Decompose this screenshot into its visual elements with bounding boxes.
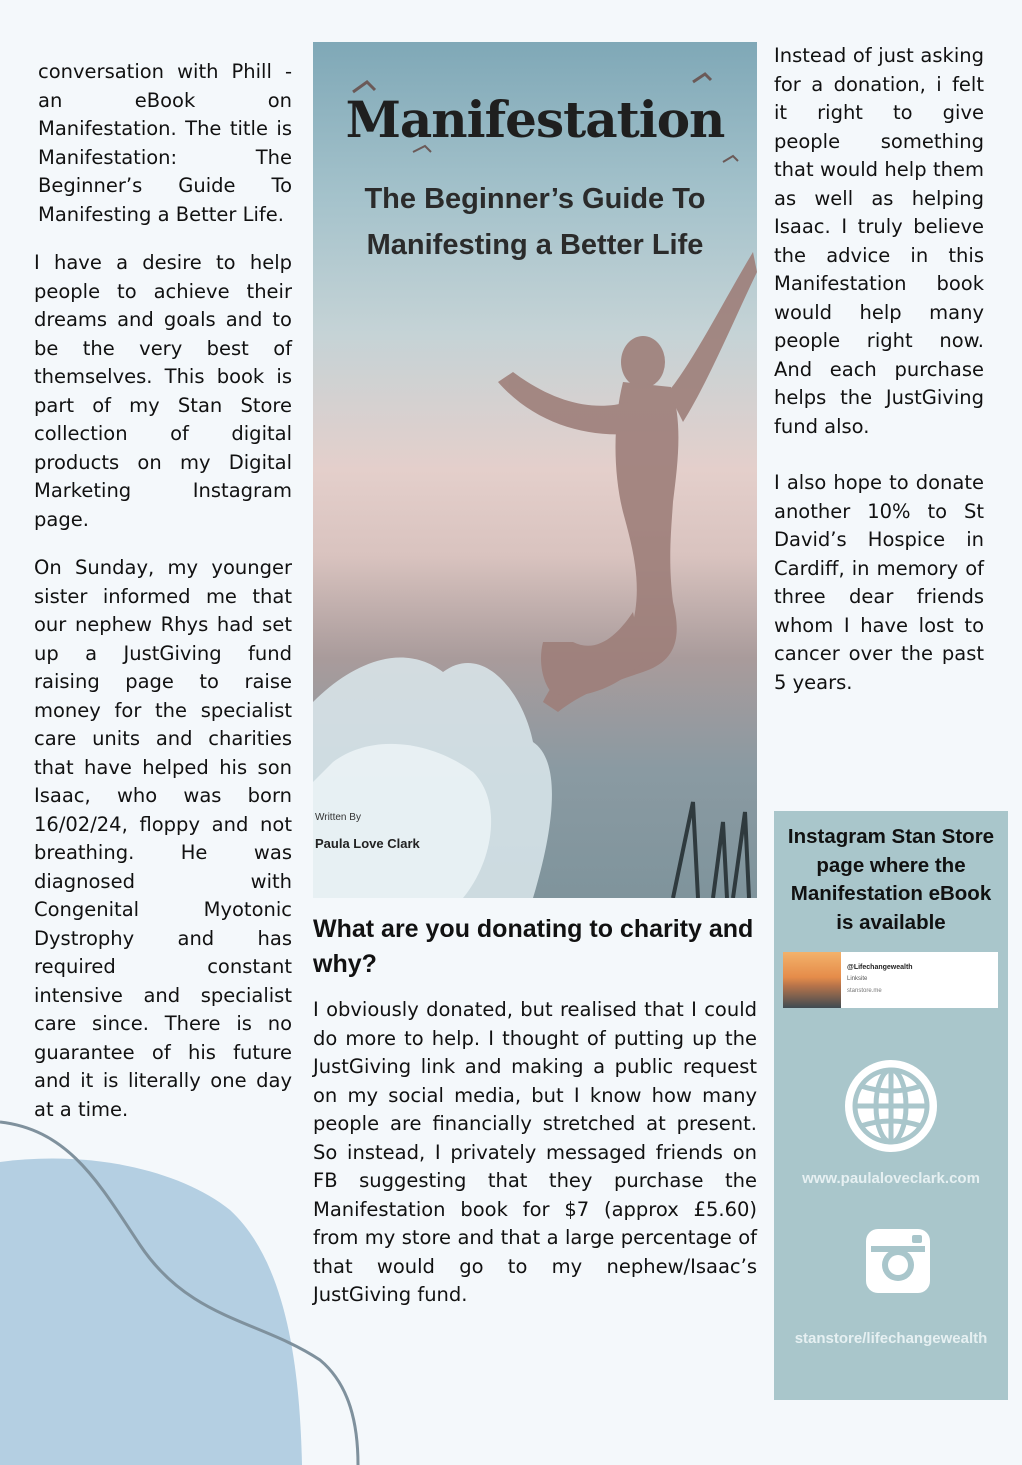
paragraph: I also hope to donate another 10% to St David’s Hospice in Cardiff, in memory of three dear friends whom I have lost to cancer over the past 5 years. — [774, 471, 984, 694]
cover-title: Manifestation — [345, 90, 725, 149]
book-cover-image — [313, 42, 757, 898]
paragraph: Instead of just asking for a donation, i felt it right to give people something that would help them as well as helping Isaac. I truly believe the advice in this Manifestation book would help many people right now. And each purchase helps the JustGiving fund also. — [774, 44, 984, 438]
profile-subtitle: Linksite — [847, 976, 868, 982]
instagram-handle-link[interactable]: stanstore/lifechangewealth — [794, 1330, 988, 1347]
left-column — [34, 58, 292, 1144]
jumping-woman-silhouette — [313, 42, 757, 898]
paragraph: I obviously donated, but realised that I could do more to help. I thought of putting up the JustGiving link and making a public request on my social media, but I know how many people are financially stretched at present. So instead, I privately messaged friends on FB suggesting that they purchase the Manifestation book for $7 (approx £5.60) from my store and that a large percentage of that would go to my nephew/Isaac’s JustGiving fund. — [313, 998, 757, 1306]
paragraph: I have a desire to help people to achieve their dreams and goals and to be the very best of themselves. This book is part of my Stan Store collection of digital products on my Digital Marketing Instagram page. — [34, 251, 292, 531]
cover-author: Paula Love Clark — [315, 836, 420, 851]
cover-subtitle: The Beginner’s Guide To Manifesting a Better Life — [364, 183, 706, 261]
decor-blob — [0, 1159, 302, 1465]
paragraph: On Sunday, my younger sister informed me that our nephew Rhys had set up a JustGiving fund raising page to raise money for the specialist care units and charities that have helped his son Isaac, who was born 16/02/24, floppy and not breathing. He was diagnosed with Congenital Myotonic Dystrophy and has required constant intensive and specialist care since. There is no guarantee of his future and it is literally one day at a time. — [34, 556, 292, 1121]
sidebar-heading: Instagram Stan Store page where the Manifestation eBook is available — [787, 825, 995, 934]
instagram-sidebar — [774, 811, 1008, 1400]
paragraph: conversation with Phill - an eBook on Manifestation. The title is Manifestation: The Beginner’s Guide To Manifesting a Better Life. — [38, 60, 292, 226]
instagram-icon — [864, 1227, 932, 1295]
globe-icon — [841, 1056, 941, 1156]
profile-handle: @Lifechangewealth — [847, 964, 913, 971]
cover-written-by: Written By — [315, 812, 361, 823]
instagram-profile-thumbnail[interactable] — [783, 952, 998, 1008]
website-link[interactable]: www.paulaloveclark.com — [802, 1170, 980, 1187]
middle-column — [313, 42, 757, 1330]
profile-photo — [783, 952, 841, 1008]
profile-link: stanstore.me — [847, 988, 882, 994]
right-column — [774, 42, 984, 717]
section-heading: What are you donating to charity and why? — [313, 915, 754, 978]
